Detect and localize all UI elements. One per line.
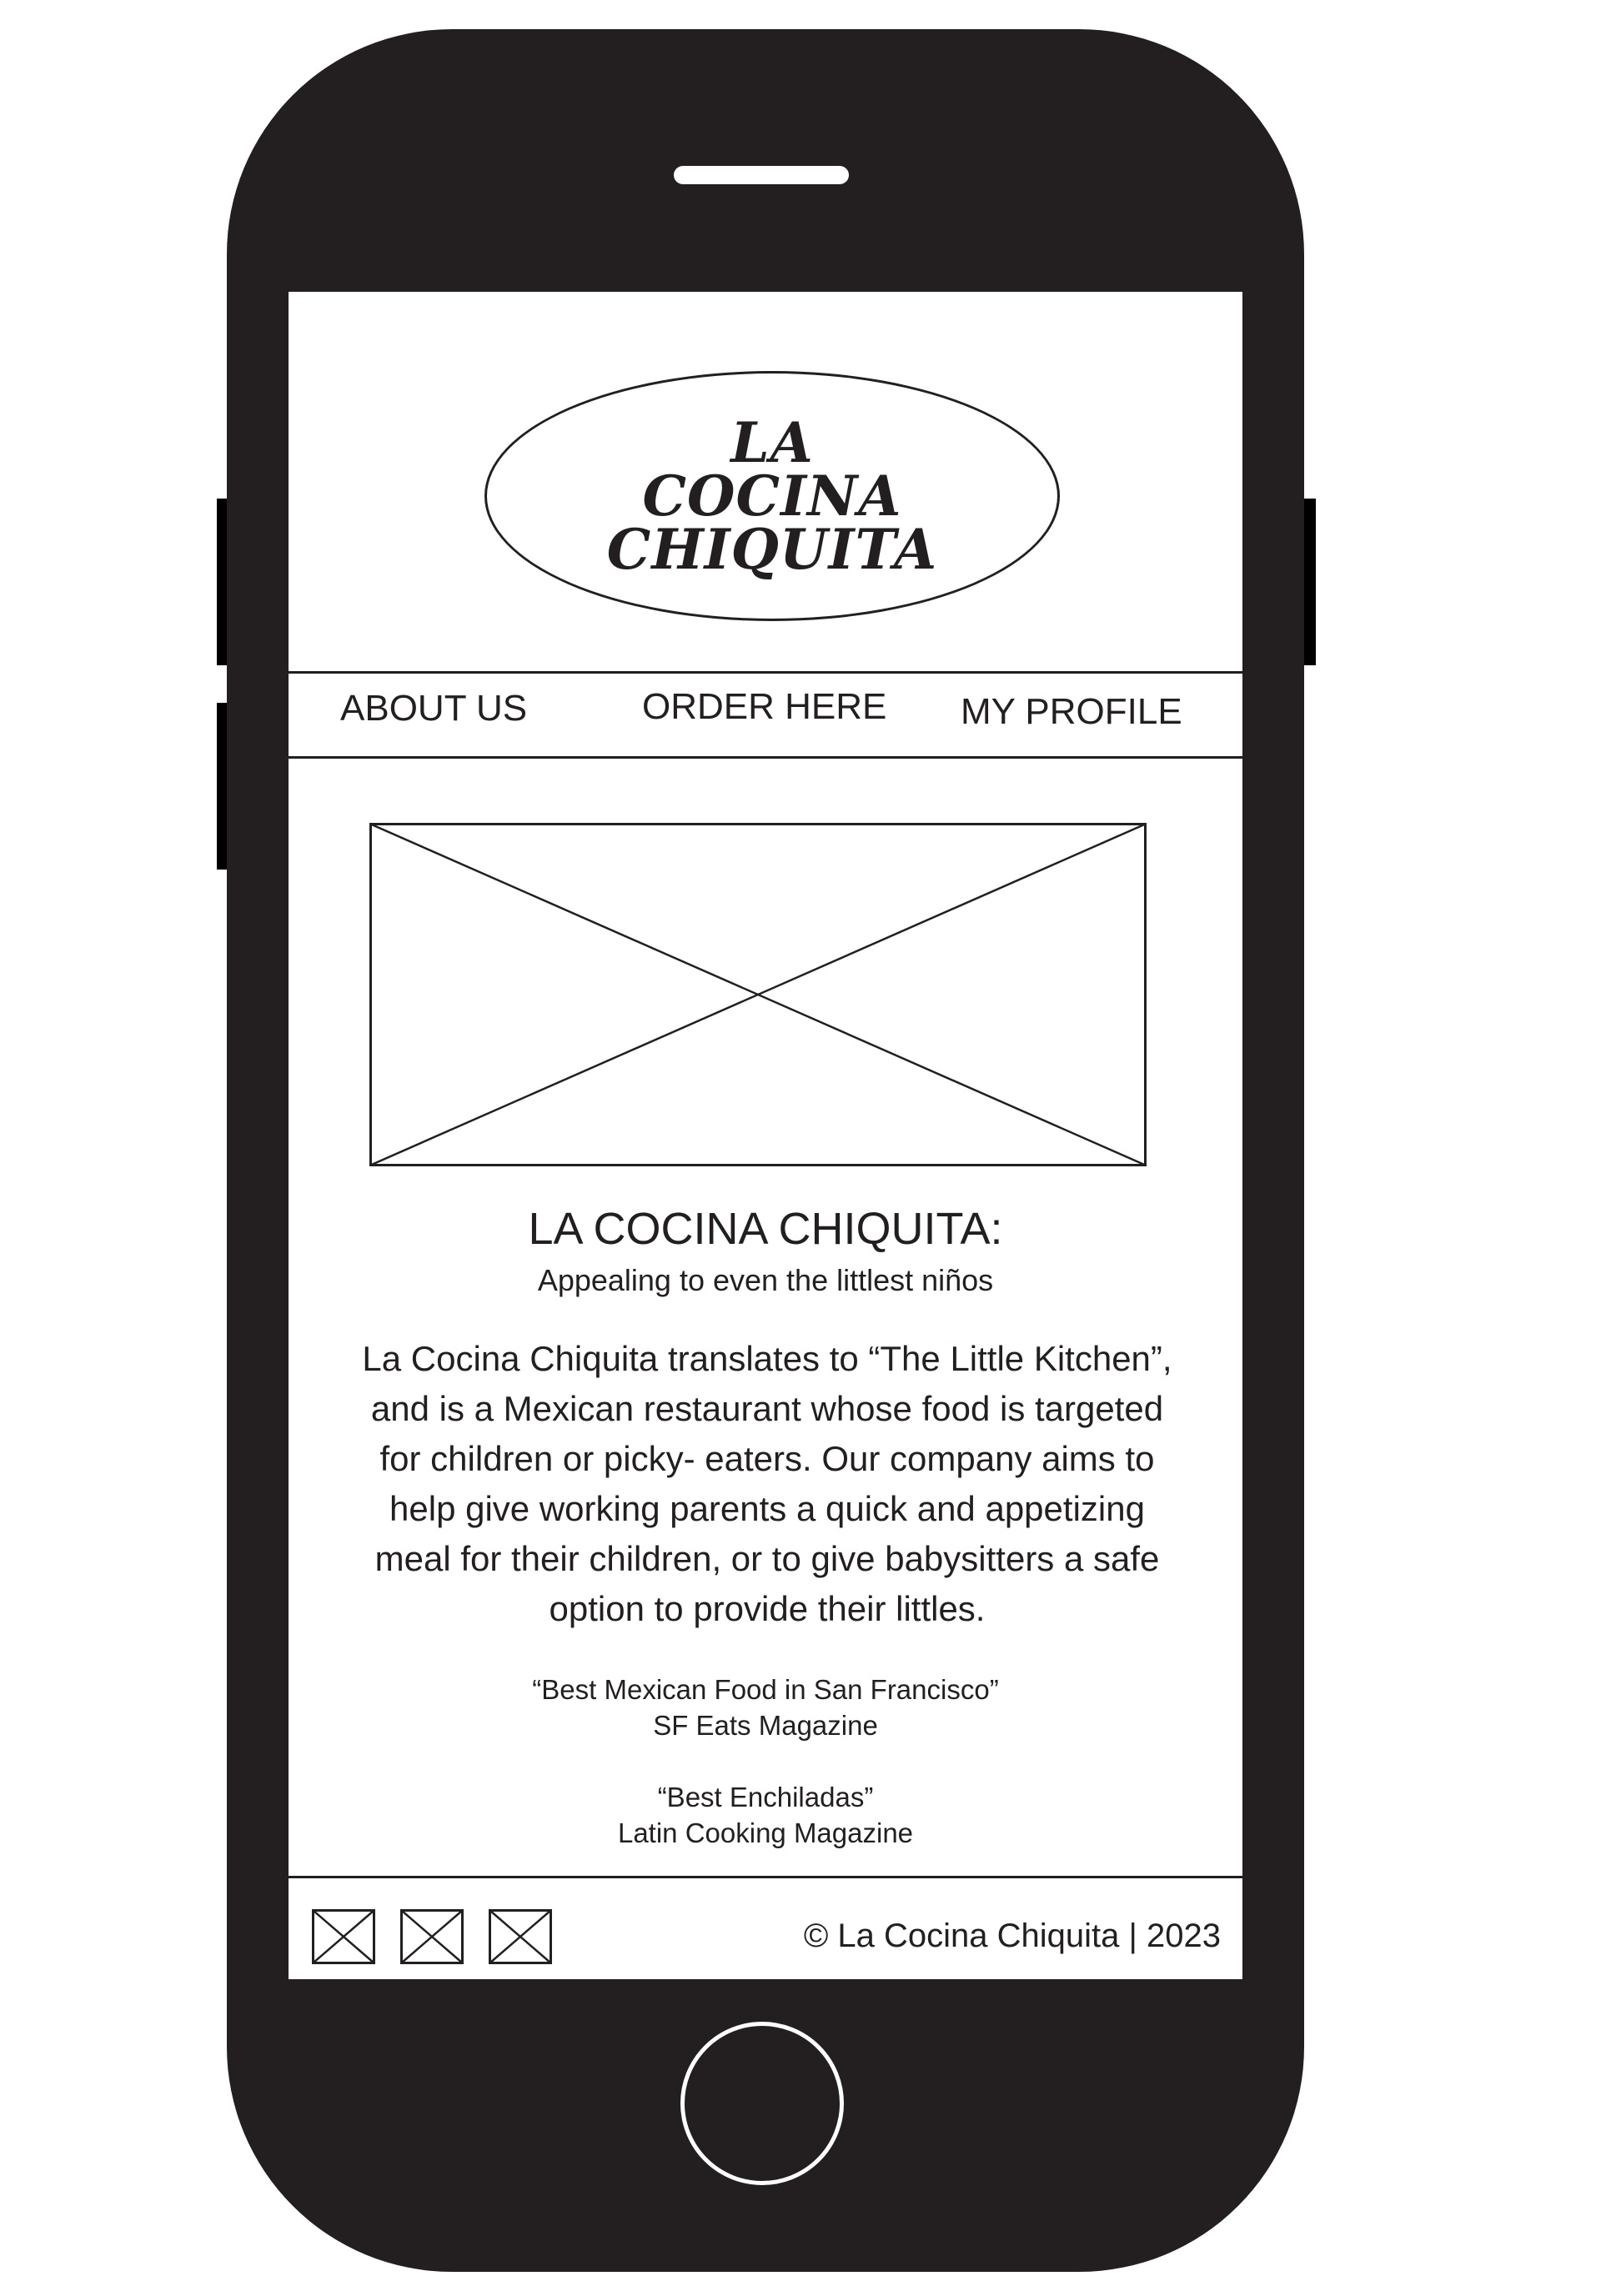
footer-copyright: © La Cocina Chiquita | 2023 — [803, 1918, 1221, 1954]
about-line: and is a Mexican restaurant whose food is targeted — [370, 1389, 1164, 1428]
logo-line-1: LA — [730, 410, 814, 475]
social-icon-placeholder[interactable] — [312, 1909, 375, 1964]
nav-my-profile[interactable]: MY PROFILE — [961, 691, 1182, 732]
nav-order-here[interactable]: ORDER HERE — [642, 686, 887, 727]
about-line: help give working parents a quick and appetizing — [389, 1489, 1145, 1528]
review-2 — [289, 1779, 1242, 1851]
about-paragraph — [322, 1334, 1212, 1634]
about-line: option to provide their littles. — [549, 1589, 986, 1628]
brand-logo[interactable] — [484, 371, 1060, 621]
nav-bottom-divider — [279, 756, 1254, 759]
review-1 — [289, 1672, 1242, 1743]
nav-about-us[interactable]: ABOUT US — [340, 688, 528, 729]
logo-text — [487, 373, 1057, 619]
logo-line-2: COCINA — [642, 464, 902, 529]
about-line: meal for their children, or to give babysitters a safe — [374, 1539, 1160, 1578]
social-icon-placeholder[interactable] — [400, 1909, 464, 1964]
image-placeholder-icon — [369, 823, 1147, 1166]
about-line: for children or picky- eaters. Our company aims to — [379, 1439, 1155, 1478]
footer-divider — [279, 1876, 1254, 1878]
page-subtitle: Appealing to even the littlest niños — [537, 1263, 994, 1297]
review-quote: “Best Enchiladas” — [657, 1782, 874, 1812]
social-icon-placeholder[interactable] — [489, 1909, 552, 1964]
about-line: La Cocina Chiquita translates to “The Little Kitchen”, — [362, 1339, 1172, 1378]
logo-line-3: CHIQUITA — [606, 517, 938, 582]
nav-top-divider — [279, 671, 1254, 674]
page-title: LA COCINA CHIQUITA: — [528, 1204, 1003, 1254]
phone-speaker — [674, 166, 849, 184]
review-source: SF Eats Magazine — [653, 1710, 878, 1741]
phone-screen — [289, 292, 1242, 1979]
review-quote: “Best Mexican Food in San Francisco” — [532, 1674, 999, 1705]
home-button[interactable] — [680, 2022, 844, 2185]
review-source: Latin Cooking Magazine — [617, 1817, 914, 1848]
power-button — [1304, 499, 1316, 665]
